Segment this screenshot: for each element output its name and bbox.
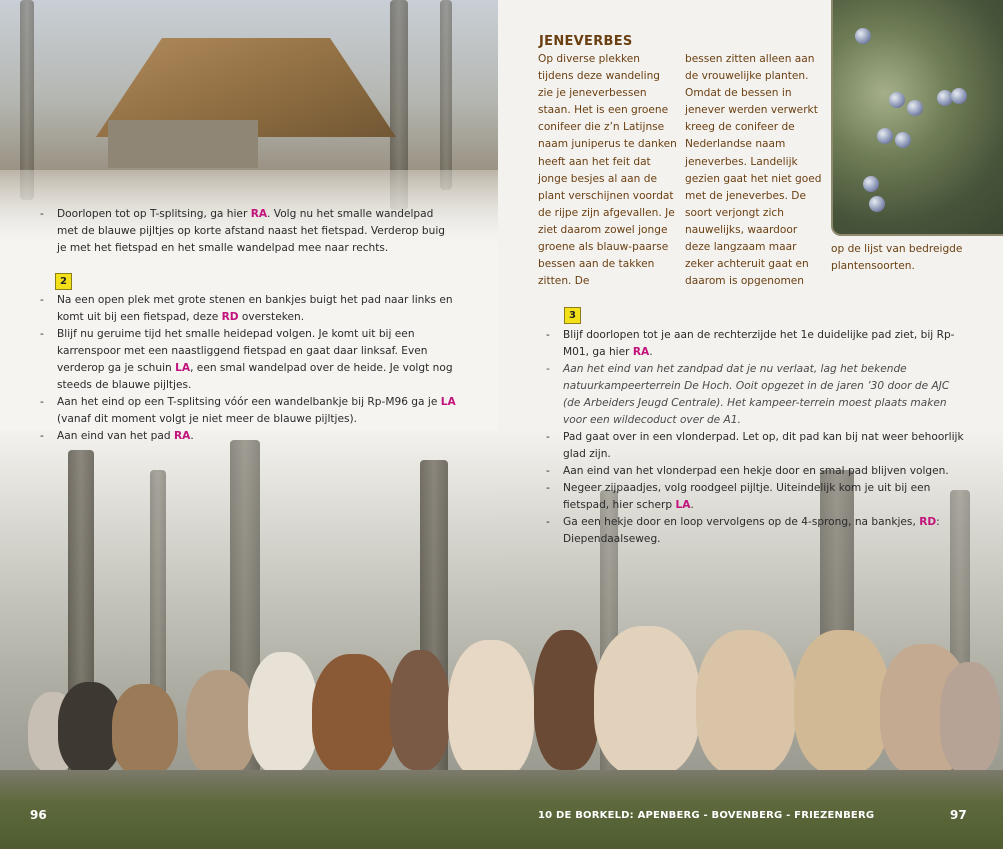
- direction-code: RD: [919, 516, 937, 528]
- list-item: [546, 429, 966, 463]
- step-text: .: [690, 499, 694, 511]
- step-text: .: [649, 346, 653, 358]
- step-text: Aan het eind van het zandpad dat je nu verlaat, lag het bekende natuurkampeerterrein De Hoch. Ooit opgezet in de jaren ’30 door de AJC (de Arbeiders Jeugd Centrale). Het kampeer-terrein moest plaats maken voor een wildecoduct over de A1.: [563, 363, 950, 426]
- step-marker: 3: [564, 307, 581, 324]
- history-note: [546, 361, 966, 429]
- list-item: [40, 292, 458, 326]
- step-text: Negeer zijpaadjes, volg roodgeel pijltje. Uiteindelijk kom je uit bij een fietspad, hier scherp: [563, 482, 931, 511]
- list-item: [40, 206, 452, 257]
- list-item: [546, 480, 966, 514]
- page-number: 96: [30, 808, 47, 822]
- list-item: [546, 463, 966, 480]
- step-text: Blijf nu geruime tijd het smalle heidepad volgen. Je komt uit bij een karrenspoor met een naastliggend fietspad en gaat daar linksaf. Even verderop ga je schuin: [57, 328, 428, 374]
- direction-code: LA: [440, 396, 456, 408]
- step-text: .: [190, 430, 194, 442]
- step-text: Aan eind van het vlonderpad een hekje door en smal pad blijven volgen.: [563, 465, 949, 477]
- step-text: . Volg nu het smalle wandelpad met de blauwe pijltjes op korte afstand naast het fietspad. Verderop buig je met het fietspad en het smalle wandelpad mee naar rechts.: [57, 208, 446, 254]
- step-text: oversteken.: [238, 311, 305, 323]
- direction-code: RD: [221, 311, 239, 323]
- route-steps-list: [546, 327, 966, 548]
- step-text: , een smal wandelpad over de heide. Je volgt nog steeds de blauwe pijltjes.: [57, 362, 453, 391]
- list-item: [546, 327, 966, 361]
- route-steps-list: [40, 292, 458, 445]
- sidebar-column-3: op de lijst van bedreigde plantensoorten.: [831, 243, 963, 273]
- step-text: Aan het eind op een T-splitsing vóór een wandelbankje bij Rp-M96 ga je: [57, 396, 441, 408]
- step-text: Blijf doorlopen tot je aan de rechterzijde het 1e duidelijke pad ziet, bij Rp-M01, ga hier: [563, 329, 955, 358]
- page-number: 97: [950, 808, 967, 822]
- step-text: Aan eind van het pad: [57, 430, 174, 442]
- step-text: Pad gaat over in een vlonderpad. Let op, dit pad kan bij nat weer behoorlijk glad zijn.: [563, 431, 964, 460]
- list-item: [546, 514, 966, 548]
- step-marker: 2: [55, 273, 72, 290]
- direction-code: RA: [632, 346, 650, 358]
- sidebar-column-1: Op diverse plekken tijdens deze wandeling zie je jeneverbessen staan. Het is een groene conifeer die z’n Latijnse naam juniperus te danken heeft aan het feit dat jonge besjes al aan de plant verschijnen voordat de rijpe zijn afgevallen. Je ziet daarom zowel jonge groene als blauw-paarse bessen aan de takken zitten. De: [538, 53, 677, 288]
- direction-code: RA: [250, 208, 268, 220]
- list-item: [40, 394, 458, 428]
- direction-code: LA: [175, 362, 191, 374]
- direction-code: LA: [675, 499, 691, 511]
- direction-code: RA: [174, 430, 191, 442]
- list-item: [40, 428, 458, 445]
- juniper-photo: [831, 0, 1003, 236]
- list-item: [40, 326, 458, 394]
- running-footer: 10 DE BORKELD: APENBERG - BOVENBERG - FRIEZENBERG: [538, 810, 875, 821]
- step-text: Na een open plek met grote stenen en bankjes buigt het pad naar links en komt uit bij een fietspad, deze: [57, 294, 453, 323]
- sidebar-title: JENEVERBES: [539, 34, 633, 49]
- intro-list: [40, 206, 452, 257]
- step-text: Ga een hekje door en loop vervolgens op de 4-sprong, na bankjes,: [563, 516, 920, 528]
- step-text: : Diependaalseweg.: [563, 516, 940, 545]
- step-text: (vanaf dit moment volgt je niet meer de blauwe pijltjes).: [57, 413, 358, 425]
- step-text: Doorlopen tot op T-splitsing, ga hier: [57, 208, 251, 220]
- sidebar-column-2: bessen zitten alleen aan de vrouwelijke planten. Omdat de bessen in jenever werden verwerkt kreeg de conifeer de Nederlandse naam jeneverbes. Landelijk gezien gaat het niet goed met de jeneverbes. De soort verjongt zich nauwelijks, waardoor deze langzaam maar zeker achteruit gaat en daarom is opgenomen: [685, 53, 822, 288]
